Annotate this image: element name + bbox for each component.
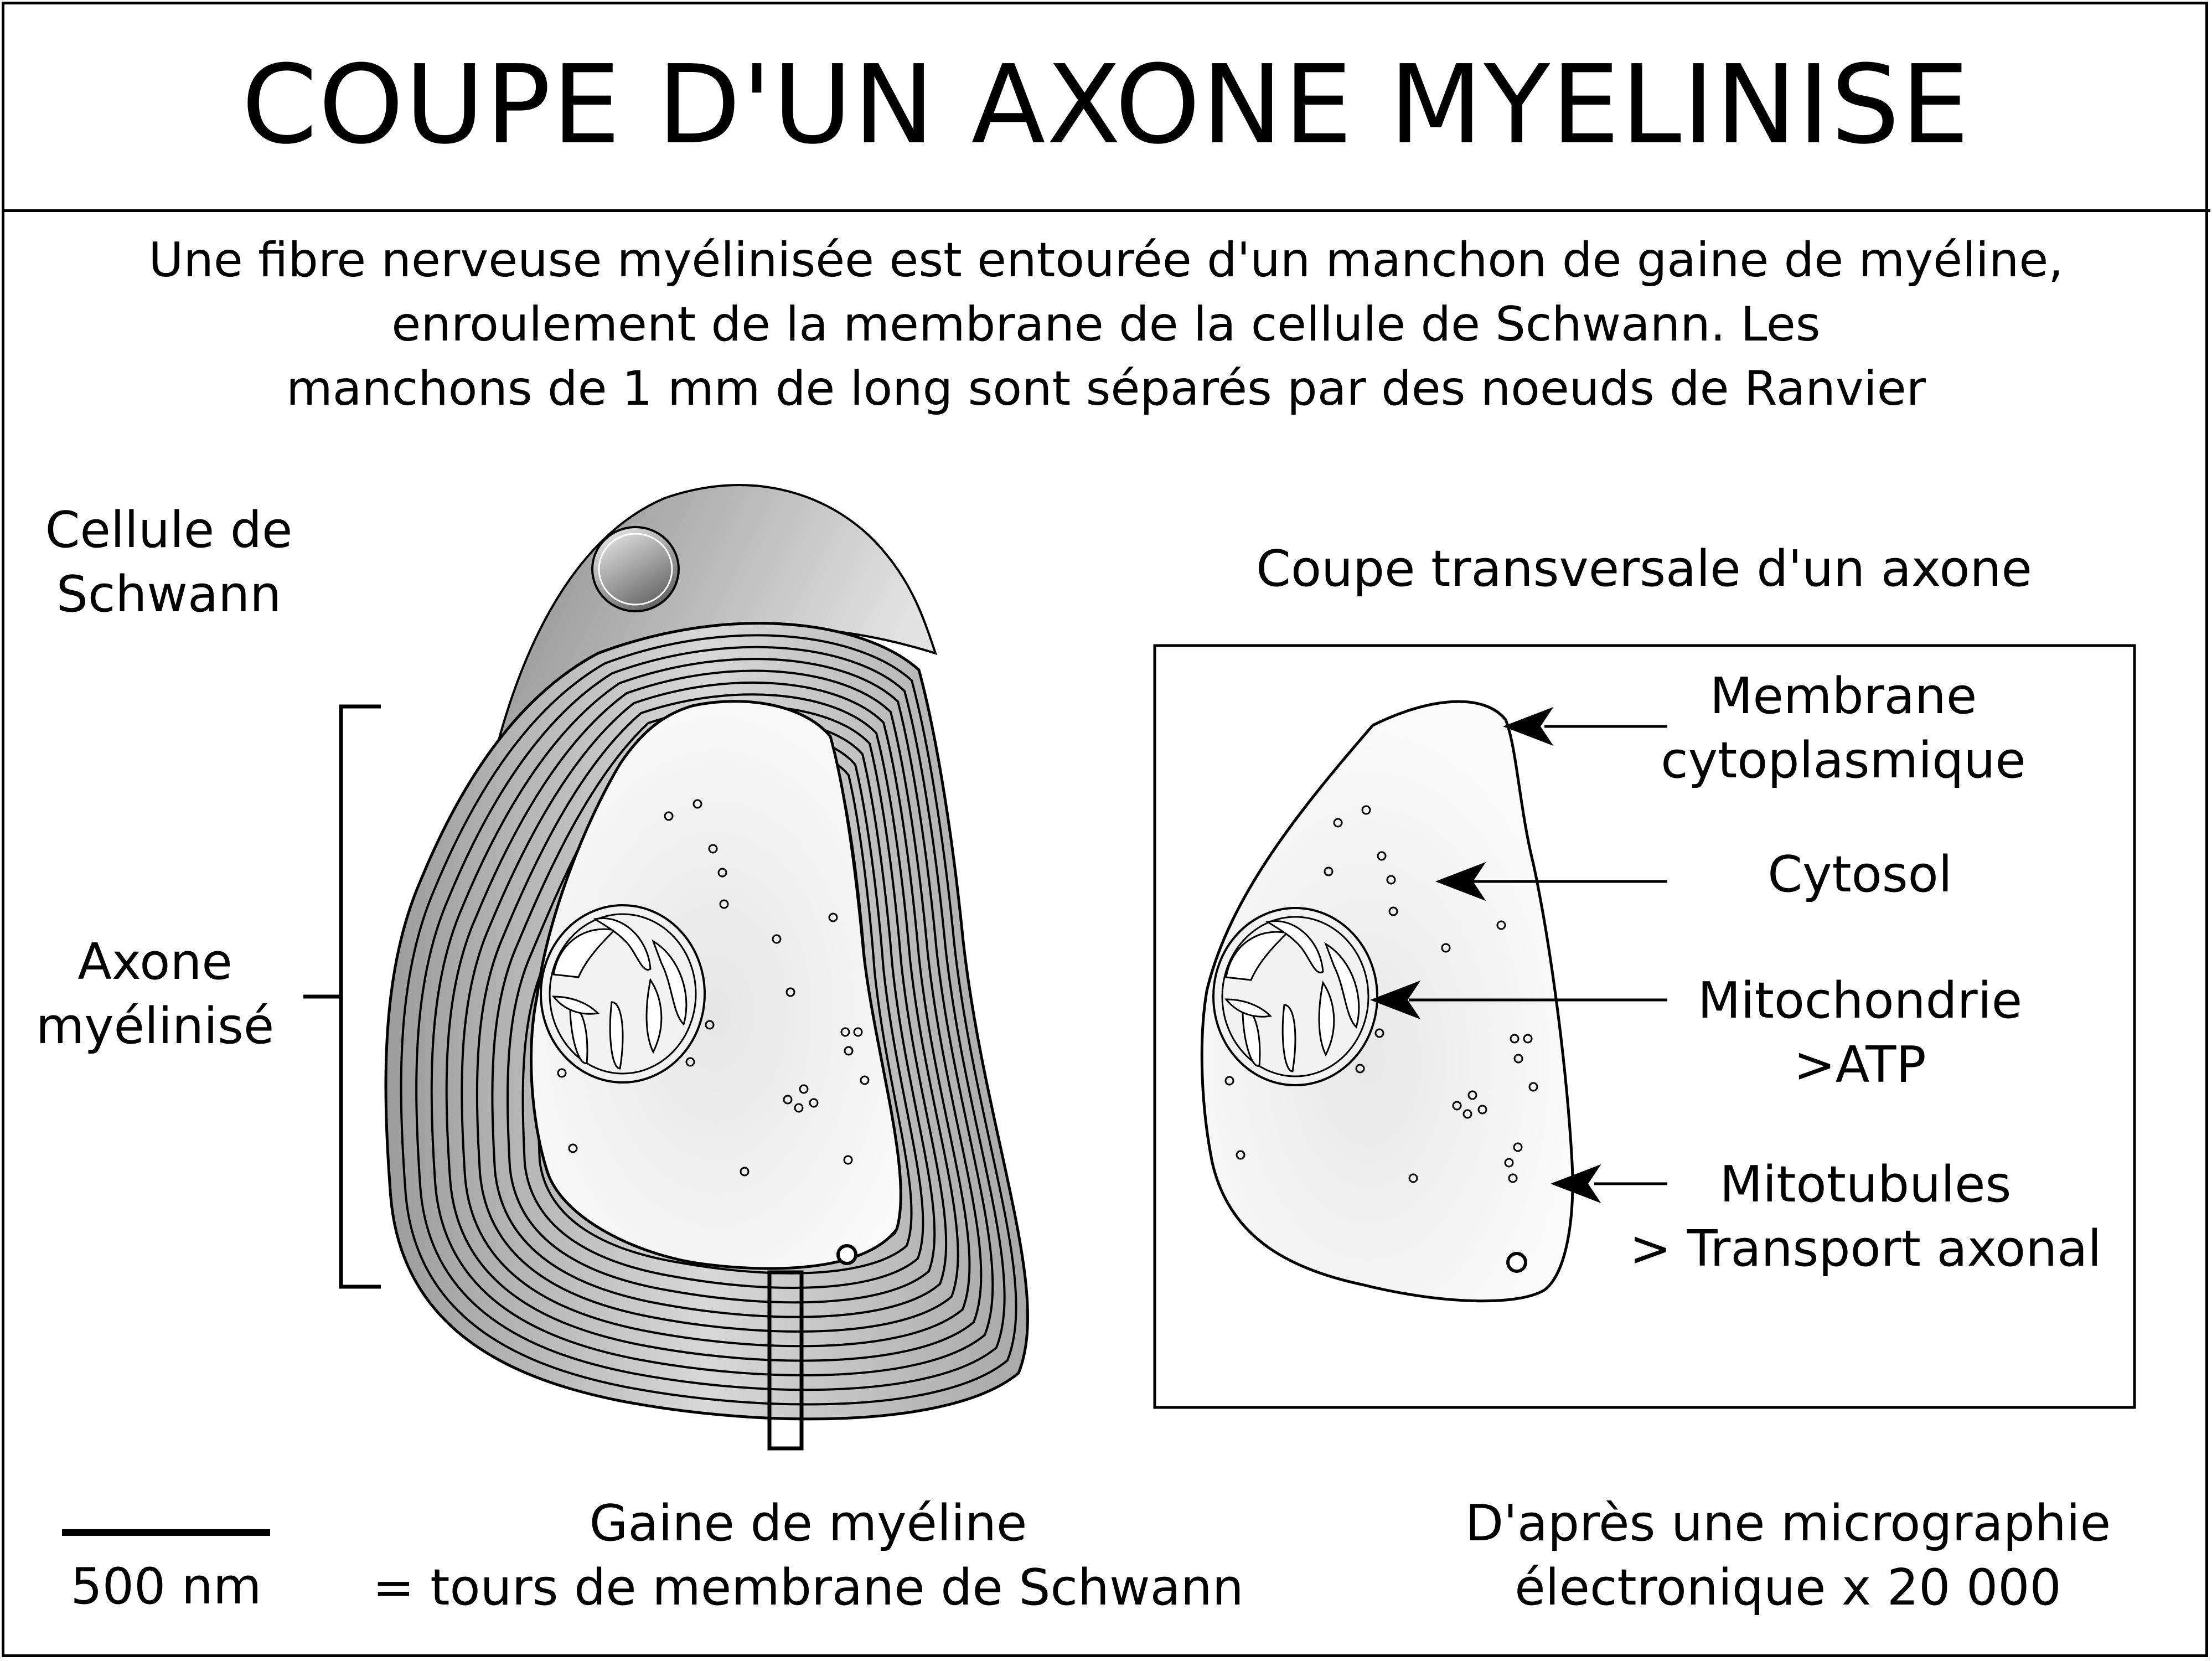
axone-myelinise-label: Axone myélinisé <box>35 933 275 1055</box>
label-mitochondrie: Mitochondrie >ATP <box>1697 972 2023 1094</box>
axone-bracket <box>303 706 381 1287</box>
intro-line-2: enroulement de la membrane de la cellule de Schwann. Les <box>391 297 1821 352</box>
schwann-cell-label: Cellule de Schwann <box>45 501 293 623</box>
mitochondrion-left <box>541 905 705 1082</box>
label-membrane-cytoplasmique: Membrane cytoplasmique <box>1661 667 2026 790</box>
gaine-myeline-label: Gaine de myéline = tours de membrane de Schwann <box>373 1494 1244 1617</box>
mitochondrion-right <box>1213 908 1377 1085</box>
label-mitotubules: Mitotubules > Transport axonal <box>1629 1156 2102 1278</box>
scale-bar-label: 500 nm <box>70 1557 262 1616</box>
intro-line-3: manchons de 1 mm de long sont séparés par des noeuds de Ranvier <box>286 361 1926 416</box>
schwann-nucleus <box>592 527 679 611</box>
label-cytosol: Cytosol <box>1767 845 1952 904</box>
source-note: D'après une micrographie électronique x 20 000 <box>1465 1494 2111 1617</box>
intro-line-1: Une fibre nerveuse myélinisée est entourée d'un manchon de gaine de myéline, <box>148 233 2064 288</box>
transverse-panel-title: Coupe transversale d'un axone <box>1256 540 2032 598</box>
page-title: COUPE D'UN AXONE MYELINISE <box>241 42 1971 168</box>
